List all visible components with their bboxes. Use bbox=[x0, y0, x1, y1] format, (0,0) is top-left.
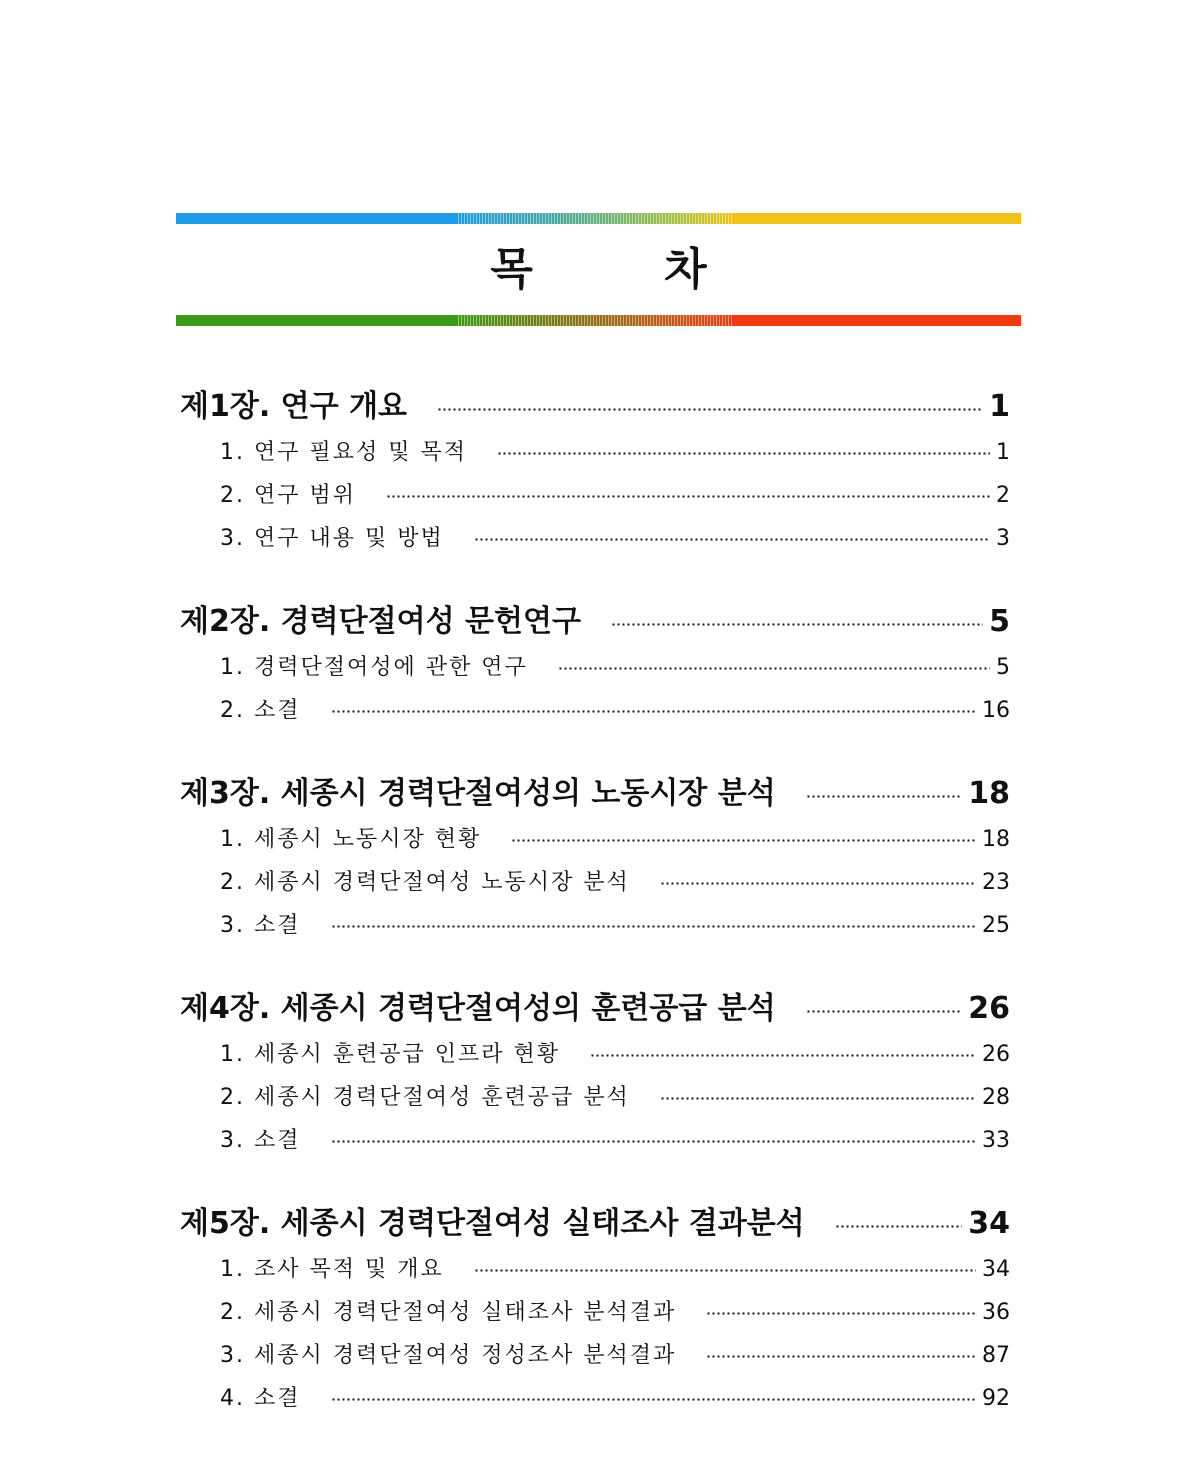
section-title: 1. 조사 목적 및 개요 bbox=[220, 1257, 444, 1282]
toc-section-entry[interactable] bbox=[180, 1334, 1010, 1377]
dot-leader bbox=[437, 408, 983, 411]
section-page-number: 5 bbox=[996, 655, 1010, 680]
chapter-page-number: 34 bbox=[968, 1206, 1010, 1241]
dot-leader bbox=[331, 710, 977, 713]
section-page-number: 16 bbox=[982, 698, 1010, 723]
toc-chapter-entry[interactable] bbox=[180, 985, 1010, 1033]
section-page-number: 28 bbox=[982, 1085, 1010, 1110]
section-title: 1. 세종시 훈련공급 인프라 현황 bbox=[220, 1042, 560, 1067]
toc-chapter bbox=[180, 770, 1010, 947]
section-page-number: 87 bbox=[982, 1343, 1010, 1368]
section-title: 2. 소결 bbox=[220, 698, 301, 723]
dot-leader bbox=[660, 1097, 976, 1100]
toc-section-entry[interactable] bbox=[180, 1248, 1010, 1291]
toc-section-entry[interactable] bbox=[180, 689, 1010, 732]
section-title: 1. 세종시 노동시장 현황 bbox=[220, 827, 482, 852]
dot-leader bbox=[331, 1398, 977, 1401]
toc-chapter bbox=[180, 383, 1010, 560]
toc-section-entry[interactable] bbox=[180, 1119, 1010, 1162]
section-title: 2. 연구 범위 bbox=[220, 483, 356, 508]
toc-section-entry[interactable] bbox=[180, 1291, 1010, 1334]
chapter-page-number: 1 bbox=[989, 389, 1010, 424]
chapter-title: 제3장. 세종시 경력단절여성의 노동시장 분석 bbox=[180, 776, 776, 811]
section-title: 2. 세종시 경력단절여성 실태조사 분석결과 bbox=[220, 1300, 677, 1325]
chapter-title: 제4장. 세종시 경력단절여성의 훈련공급 분석 bbox=[180, 991, 776, 1026]
section-title: 3. 연구 내용 및 방법 bbox=[220, 526, 444, 551]
dot-leader bbox=[835, 1225, 963, 1228]
toc-section-entry[interactable] bbox=[180, 904, 1010, 947]
dot-leader bbox=[558, 667, 990, 670]
dot-leader bbox=[706, 1355, 976, 1358]
chapter-title: 제5장. 세종시 경력단절여성 실태조사 결과분석 bbox=[180, 1206, 805, 1241]
section-title: 3. 소결 bbox=[220, 913, 301, 938]
section-page-number: 18 bbox=[982, 827, 1010, 852]
toc-section-entry[interactable] bbox=[180, 1033, 1010, 1076]
dot-leader bbox=[706, 1312, 976, 1315]
chapter-page-number: 18 bbox=[968, 776, 1010, 811]
chapter-page-number: 26 bbox=[968, 991, 1010, 1026]
toc-section-entry[interactable] bbox=[180, 1076, 1010, 1119]
section-title: 2. 세종시 경력단절여성 훈련공급 분석 bbox=[220, 1085, 630, 1110]
chapter-page-number: 5 bbox=[989, 604, 1010, 639]
toc-section-entry[interactable] bbox=[180, 431, 1010, 474]
toc-section-entry[interactable] bbox=[180, 818, 1010, 861]
toc-section-entry[interactable] bbox=[180, 646, 1010, 689]
toc-chapter-entry[interactable] bbox=[180, 770, 1010, 818]
chapter-title: 제2장. 경력단절여성 문헌연구 bbox=[180, 604, 581, 639]
dot-leader bbox=[497, 452, 990, 455]
dot-leader bbox=[511, 839, 976, 842]
section-title: 3. 소결 bbox=[220, 1128, 301, 1153]
dot-leader bbox=[611, 623, 983, 626]
toc-chapter-entry[interactable] bbox=[180, 1200, 1010, 1248]
toc-chapter-entry[interactable] bbox=[180, 598, 1010, 646]
toc-chapter bbox=[180, 598, 1010, 732]
toc-chapter bbox=[180, 1200, 1010, 1420]
chapter-title: 제1장. 연구 개요 bbox=[180, 389, 408, 424]
toc-section-entry[interactable] bbox=[180, 861, 1010, 904]
section-page-number: 36 bbox=[982, 1300, 1010, 1325]
section-page-number: 33 bbox=[982, 1128, 1010, 1153]
section-page-number: 26 bbox=[982, 1042, 1010, 1067]
dot-leader bbox=[590, 1054, 976, 1057]
section-page-number: 25 bbox=[982, 913, 1010, 938]
dot-leader bbox=[660, 882, 976, 885]
top-bar-stripes bbox=[458, 213, 733, 224]
page-title: 목 차 bbox=[490, 244, 765, 295]
toc-chapter bbox=[180, 985, 1010, 1162]
toc-chapter-entry[interactable] bbox=[180, 383, 1010, 431]
section-page-number: 1 bbox=[996, 440, 1010, 465]
section-page-number: 23 bbox=[982, 870, 1010, 895]
section-page-number: 92 bbox=[982, 1386, 1010, 1411]
section-title: 2. 세종시 경력단절여성 노동시장 분석 bbox=[220, 870, 630, 895]
toc-section-entry[interactable] bbox=[180, 1377, 1010, 1420]
bottom-bar-stripes bbox=[458, 315, 733, 326]
dot-leader bbox=[474, 538, 990, 541]
toc-section-entry[interactable] bbox=[180, 474, 1010, 517]
dot-leader bbox=[331, 925, 977, 928]
dot-leader bbox=[806, 795, 963, 798]
section-title: 1. 연구 필요성 및 목적 bbox=[220, 440, 467, 465]
section-page-number: 34 bbox=[982, 1257, 1010, 1282]
section-page-number: 3 bbox=[996, 526, 1010, 551]
toc-section-entry[interactable] bbox=[180, 517, 1010, 560]
dot-leader bbox=[806, 1010, 963, 1013]
dot-leader bbox=[386, 495, 990, 498]
section-title: 1. 경력단절여성에 관한 연구 bbox=[220, 655, 528, 680]
section-page-number: 2 bbox=[996, 483, 1010, 508]
dot-leader bbox=[331, 1140, 977, 1143]
section-title: 3. 세종시 경력단절여성 정성조사 분석결과 bbox=[220, 1343, 677, 1368]
dot-leader bbox=[474, 1269, 976, 1272]
table-of-contents bbox=[180, 383, 1010, 1458]
section-title: 4. 소결 bbox=[220, 1386, 301, 1411]
